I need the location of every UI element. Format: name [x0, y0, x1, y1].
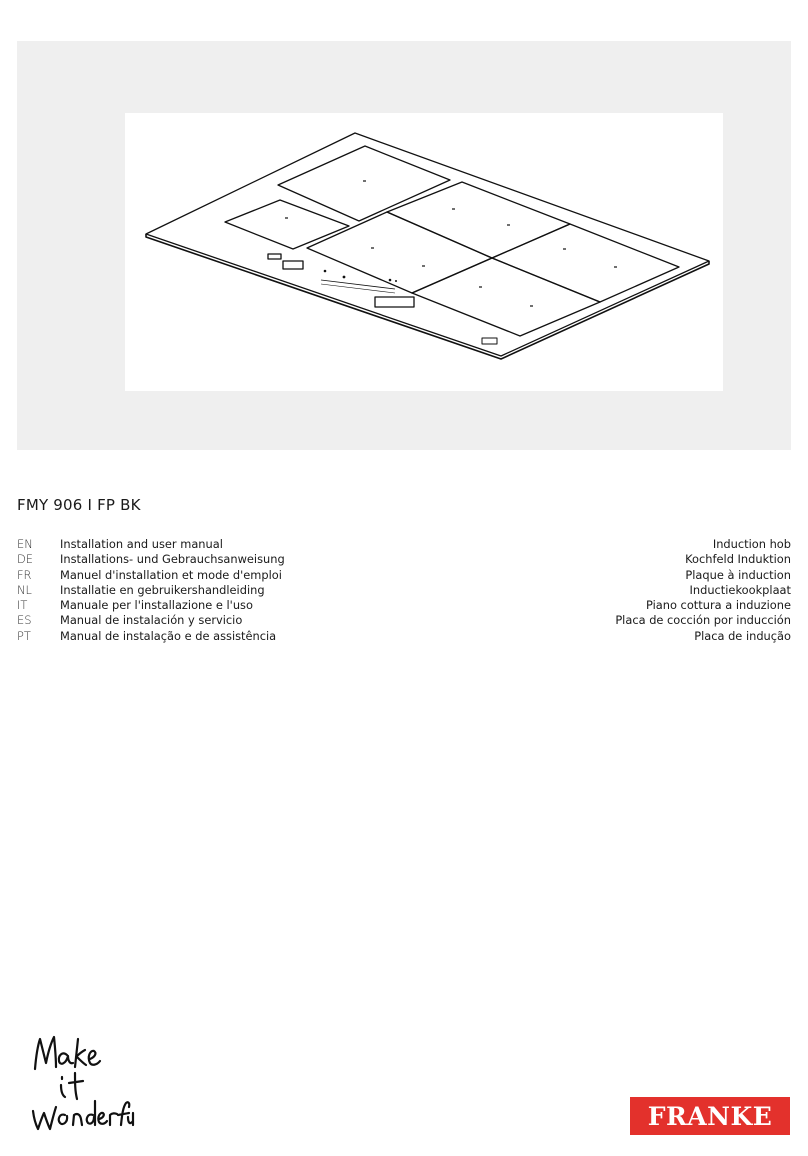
manual-row-nl: [17, 583, 791, 598]
manual-title: Manuel d'installation et mode d'emploi: [60, 567, 282, 582]
language-code: EN: [17, 537, 33, 551]
manual-title: Installations- und Gebrauchsanweisung: [60, 552, 285, 567]
product-type: Induction hob: [712, 537, 791, 551]
manual-row-de: [17, 552, 791, 567]
product-illustration: [125, 113, 723, 391]
brand-name: FRANKE: [647, 1101, 773, 1131]
product-type: Plaque à induction: [685, 567, 791, 582]
product-type: Kochfeld Induktion: [685, 552, 791, 567]
franke-logo: [630, 1097, 790, 1135]
induction-hob-drawing: [125, 113, 723, 391]
manual-list: [17, 537, 791, 644]
product-type: Piano cottura a induzione: [645, 598, 791, 613]
product-type: Inductiekookplaat: [689, 582, 791, 597]
model-name: FMY 906 I FP BK: [17, 496, 141, 514]
language-code: NL: [17, 582, 32, 597]
control-button-2: [283, 261, 303, 269]
slogan-handwriting: [25, 1033, 135, 1145]
brand-badge: [482, 338, 497, 344]
manual-row-en: [17, 537, 791, 552]
manual-title: Manuale per l'installazione e l'uso: [60, 598, 253, 613]
manual-title: Manual de instalación y servicio: [60, 613, 243, 628]
hob-outline: [146, 133, 709, 356]
hero-panel: [17, 41, 791, 450]
language-code: FR: [17, 567, 32, 582]
slogan-signature: [25, 1033, 135, 1149]
manual-row-fr: [17, 568, 791, 583]
manual-row-it: [17, 598, 791, 613]
manual-title: Manual de instalação e de assistência: [60, 628, 277, 643]
manual-title: Installation and user manual: [60, 537, 223, 551]
manual-row-pt: [17, 629, 791, 644]
language-code: DE: [17, 552, 33, 567]
control-display: [375, 297, 414, 307]
cooking-zone-small-left: [225, 200, 349, 249]
language-code: ES: [17, 613, 32, 628]
manual-row-es: [17, 613, 791, 628]
cooking-zone-flex-1: [387, 182, 570, 258]
zone-markers: [285, 181, 617, 306]
manual-title: Installatie en gebruikershandleiding: [60, 582, 265, 597]
language-code: PT: [17, 628, 31, 643]
cooking-zone-flex-2: [307, 212, 492, 293]
control-button-1: [268, 254, 281, 259]
product-type: Placa de indução: [694, 628, 791, 643]
language-code: IT: [17, 598, 28, 613]
hob-front-edge: [146, 234, 709, 359]
product-type: Placa de cocción por inducción: [615, 613, 791, 628]
